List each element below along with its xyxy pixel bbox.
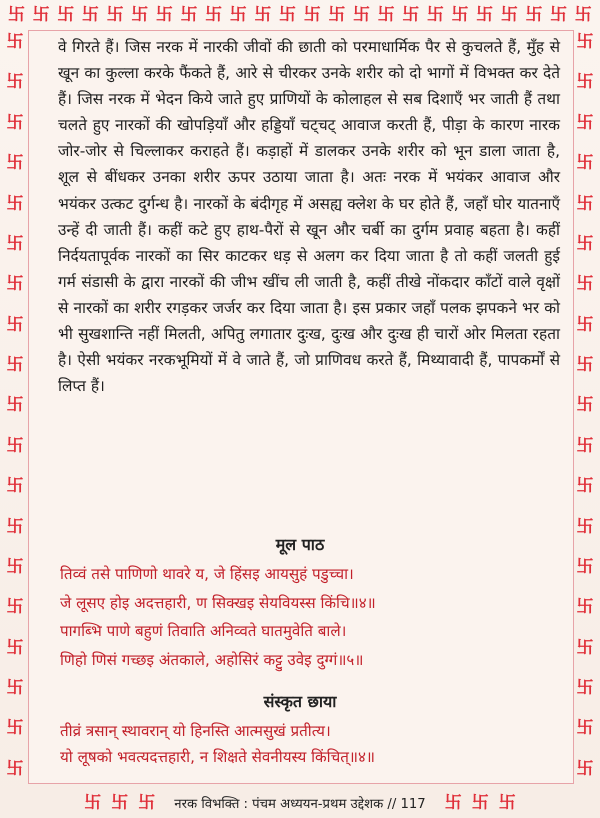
swastika-icon: 卐 [576,516,594,537]
swastika-icon: 卐 [303,4,321,25]
paragraph-text: वे गिरते हैं। जिस नरक में नारकी जीवों की छाती को परमाधार्मिक पैर से कुचलते हैं, मुँह से खून का कुल्ला करके फैंकते हैं, आरे से चीरकर उनके शरीर को दो भागों में विभक्त कर देते हैं। जिस नरक में भेदन किये जाते हुए प्राणियों के कोलाहल से सब दिशाएँ भर जाती हैं तथा चलते हुए नारकों की खोपड़ियाँ और हड्डियाँ चट्‌चट्‌ आवाज करती हैं, पीड़ा के कारण नारक जोर-जोर से चिल्लाकर कराहते हैं। कड़ाहों में डालकर उनके शरीर को भून डाला जाता है, शूल से बींधकर उनका शरीर ऊपर उठाया जाता है। अतः नरक में भयंकर आवाज और भयंकर उत्कट दुर्गन्ध है। नारकों के बंदीगृह में असह्य क्लेश के घर होते हैं, जहाँ घोर यातनाएँ उन्हें दी जाती हैं। कहीं कटे हुए हाथ-पैरों से खून और चर्बी का दुर्गम प्रवाह बहता है। कहीं निर्दयतापूर्वक नारकों का सिर काटकर धड़ से अलग कर दिया जाता है तो कहीं जलती हुई गर्म संडासी के द्वारा नारकों की जीभ खींच ली जाती है, कहीं तीखे नोंकदार काँटों वाले वृक्षों से नारकों का शरीर रगड़कर जर्जर कर दिया जाता है। इस प्रकार जहाँ पलक झपकने भर को भी सुखशान्ति नहीं मिलती, अपितु लगातार दुःख, दुःख और दुःख ही चारों ओर मिलता रहता है। ऐसी भयंकर नरकभूमियों में वे जाते हैं, जो प्राणिवध करते हैं, मिथ्यावादी हैं, पापकर्मों से लिप्त हैं। [58,38,560,396]
swastika-icon: 卐 [574,4,592,25]
swastika-icon: 卐 [576,435,594,456]
swastika-icon: 卐 [81,4,99,25]
swastika-icon: 卐 [576,193,594,214]
swastika-icon: 卐 [6,274,24,295]
swastika-icon: 卐 [576,314,594,335]
swastika-icon: 卐 [205,4,223,25]
swastika-icon: 卐 [6,395,24,416]
swastika-icon: 卐 [6,678,24,698]
sanskrit-heading: संस्कृत छाया [263,692,337,711]
swastika-icon: 卐 [328,4,346,25]
swastika-icon: 卐 [576,233,594,254]
swastika-icon: 卐 [476,4,494,25]
swastika-icon: 卐 [155,4,173,25]
swastika-icon: 卐 [402,4,420,25]
swastika-icon: 卐 [106,4,124,25]
swastika-icon: 卐 [471,792,489,813]
swastika-icon: 卐 [576,556,594,577]
mool-path-heading: मूल पाठ [275,535,325,554]
swastika-icon: 卐 [32,4,50,25]
verse-line: पागब्भि पाणे बहुणं तिवाति अनिव्वते घातमुवेति बाले। [60,622,347,640]
swastika-icon: 卐 [500,4,518,25]
swastika-icon: 卐 [6,718,24,739]
swastika-icon: 卐 [576,72,594,93]
swastika-icon: 卐 [550,4,568,25]
sanskrit-block [60,718,560,770]
swastika-icon: 卐 [180,4,198,25]
page-footer [0,790,600,816]
swastika-icon: 卐 [352,4,370,25]
swastika-icon: 卐 [498,792,516,813]
right-border [574,34,596,778]
main-paragraph [58,34,560,399]
swastika-icon: 卐 [6,435,24,456]
swastika-icon: 卐 [229,4,247,25]
swastika-icon: 卐 [525,4,543,25]
verse-block [60,560,560,674]
swastika-icon: 卐 [576,395,594,416]
swastika-icon: 卐 [576,718,594,739]
left-border [4,34,26,778]
swastika-icon: 卐 [6,355,24,375]
swastika-icon: 卐 [6,314,24,335]
swastika-icon: 卐 [138,792,156,813]
swastika-icon: 卐 [6,637,24,658]
sanskrit-line: यो लूषको भवत्यदत्तहारी, न शिक्षते सेवनीयस्य किंचित्॥४॥ [60,748,376,766]
swastika-icon: 卐 [6,476,24,497]
swastika-icon: 卐 [576,758,594,779]
swastika-icon: 卐 [426,4,444,25]
swastika-icon: 卐 [576,476,594,497]
swastika-icon: 卐 [576,112,594,133]
swastika-icon: 卐 [576,32,594,52]
swastika-icon: 卐 [6,193,24,214]
swastika-icon: 卐 [6,758,24,779]
swastika-icon: 卐 [6,153,24,174]
swastika-icon: 卐 [6,516,24,537]
swastika-icon: 卐 [576,355,594,375]
verse-line: तिव्वं तसे पाणिणो थावरे य, जे हिंसइ आयसुहं पडुच्चा। [60,565,354,583]
swastika-icon: 卐 [576,678,594,698]
swastika-icon: 卐 [131,4,149,25]
swastika-icon: 卐 [576,637,594,658]
swastika-icon: 卐 [6,72,24,93]
swastika-icon: 卐 [279,4,297,25]
verse-line: णिहो णिसं गच्छइ अंतकाले, अहोसिरं कट्टु उवेइ दुग्गं॥५॥ [60,650,364,669]
top-border [8,2,592,28]
swastika-icon: 卐 [377,4,395,25]
swastika-icon: 卐 [254,4,272,25]
verse-line: जे लूसए होइ अदत्तहारी, ण सिक्खइ सेयवियस्स किंचि॥४॥ [60,593,376,612]
swastika-icon: 卐 [6,233,24,254]
sanskrit-line: तीव्रं त्रसान् स्थावरान् यो हिनस्ति आत्मसुखं प्रतीत्य। [60,722,331,740]
swastika-icon: 卐 [8,4,25,25]
swastika-icon: 卐 [6,556,24,577]
swastika-icon: 卐 [576,597,594,618]
swastika-icon: 卐 [444,792,462,813]
swastika-icon: 卐 [111,792,129,813]
swastika-icon: 卐 [576,274,594,295]
swastika-icon: 卐 [451,4,469,25]
swastika-icon: 卐 [6,112,24,133]
swastika-icon: 卐 [6,32,24,52]
swastika-icon: 卐 [576,153,594,174]
swastika-icon: 卐 [6,597,24,618]
swastika-icon: 卐 [57,4,75,25]
footer-text: नरक विभक्ति : पंचम अध्ययन-प्रथम उद्देशक // 117 [174,797,426,812]
swastika-icon: 卐 [84,792,102,813]
